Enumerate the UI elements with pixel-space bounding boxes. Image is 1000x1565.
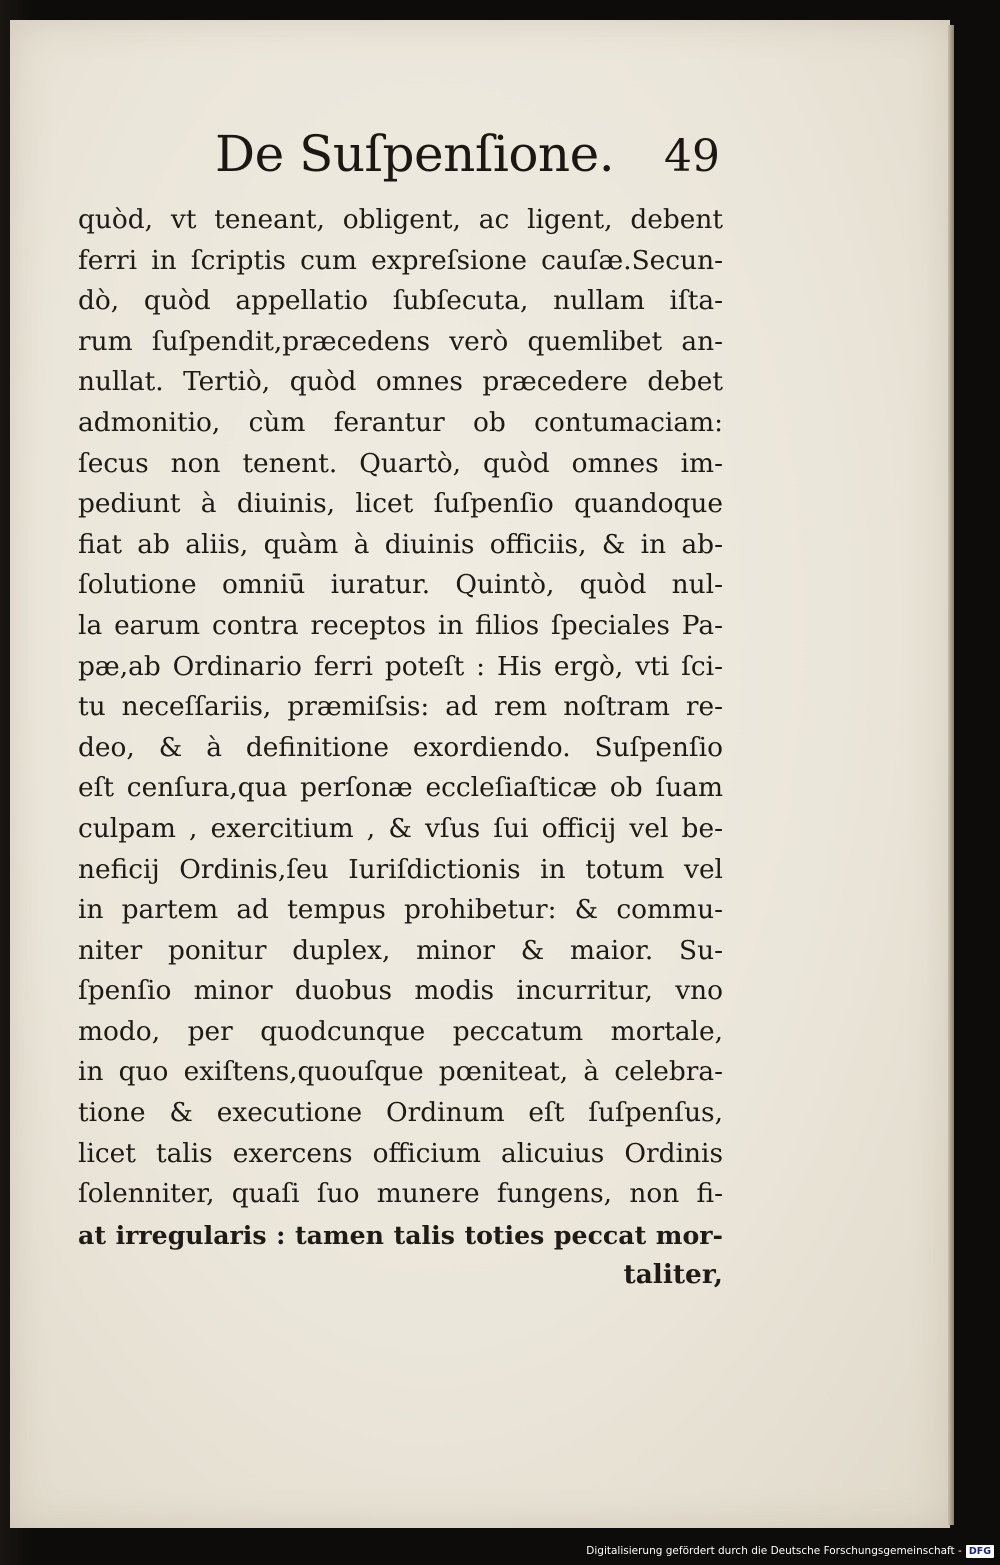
text-line: niter ponitur duplex, minor & maior. Su- bbox=[78, 934, 723, 966]
text-line: culpam , exercitium , & vſus ſui officij vel be- bbox=[78, 812, 723, 844]
text-line: quòd, vt teneant, obligent, ac ligent, debent bbox=[78, 204, 723, 235]
text-line: la earum contra receptos in filios ſpeciales Pa- bbox=[78, 609, 723, 641]
page-number: 49 bbox=[664, 131, 720, 182]
catchword: taliter, bbox=[623, 1259, 723, 1291]
text-line: ſolutione omniū iuratur. Quintò, quòd nul- bbox=[78, 569, 723, 601]
book-page bbox=[10, 20, 950, 1528]
text-line: pæ,ab Ordinario ferri poteſt : His ergò, vti ſci- bbox=[78, 650, 723, 682]
page-edge-shadow bbox=[948, 25, 954, 1525]
running-title: De Suſpenſione. bbox=[215, 125, 615, 183]
text-line: admonitio, cùm ferantur ob contumaciam: bbox=[78, 406, 723, 438]
text-line: in partem ad tempus prohibetur: & commu- bbox=[78, 894, 723, 926]
text-line: eſt cenſura,qua perſonæ eccleſiaſticæ ob ſuam bbox=[78, 772, 723, 804]
text-line: ſecus non tenent. Quartò, quòd omnes im- bbox=[78, 447, 723, 479]
text-line: tione & executione Ordinum eſt ſuſpenſus, bbox=[78, 1097, 723, 1129]
page-header bbox=[205, 125, 725, 195]
text-line: nullat. Tertiò, quòd omnes præcedere debet bbox=[78, 366, 723, 398]
text-line: licet talis exercens officium alicuius Ordinis bbox=[78, 1137, 723, 1169]
text-line: pediunt à diuinis, licet ſuſpenſio quandoque bbox=[78, 488, 723, 520]
dfg-logo-icon: DFG bbox=[966, 1545, 994, 1558]
text-line: neficij Ordinis,ſeu Iuriſdictionis in totum vel bbox=[78, 853, 723, 885]
body-text bbox=[78, 200, 723, 1296]
text-line: ſolenniter, quaſi ſuo munere fungens, non fi- bbox=[78, 1178, 723, 1210]
text-line: tu neceſſariis, præmiſsis: ad rem noſtram re- bbox=[78, 691, 723, 723]
text-line: deo, & à definitione exordiendo. Suſpenſio bbox=[78, 731, 723, 763]
text-line: at irregularis : tamen talis toties peccat mor- bbox=[78, 1219, 723, 1250]
credit-text: Digitalisierung gefördert durch die Deutsche Forschungsgemeinschaft - bbox=[586, 1545, 962, 1557]
text-line: fiat ab aliis, quàm à diuinis officiis, & in ab- bbox=[78, 528, 723, 560]
text-line: in quo exiſtens,quouſque pœniteat, à celebra- bbox=[78, 1056, 723, 1088]
digitization-credit bbox=[586, 1543, 994, 1559]
text-line: modo, per quodcunque peccatum mortale, bbox=[78, 1015, 723, 1047]
text-line: ſpenſio minor duobus modis incurritur, vno bbox=[78, 975, 723, 1007]
text-line: ferri in ſcriptis cum expreſsione cauſæ.Secun- bbox=[78, 244, 723, 276]
text-line: rum ſuſpendit,præcedens verò quemlibet an- bbox=[78, 325, 723, 357]
text-line: dò, quòd appellatio ſubſecuta, nullam iſta- bbox=[78, 285, 723, 317]
